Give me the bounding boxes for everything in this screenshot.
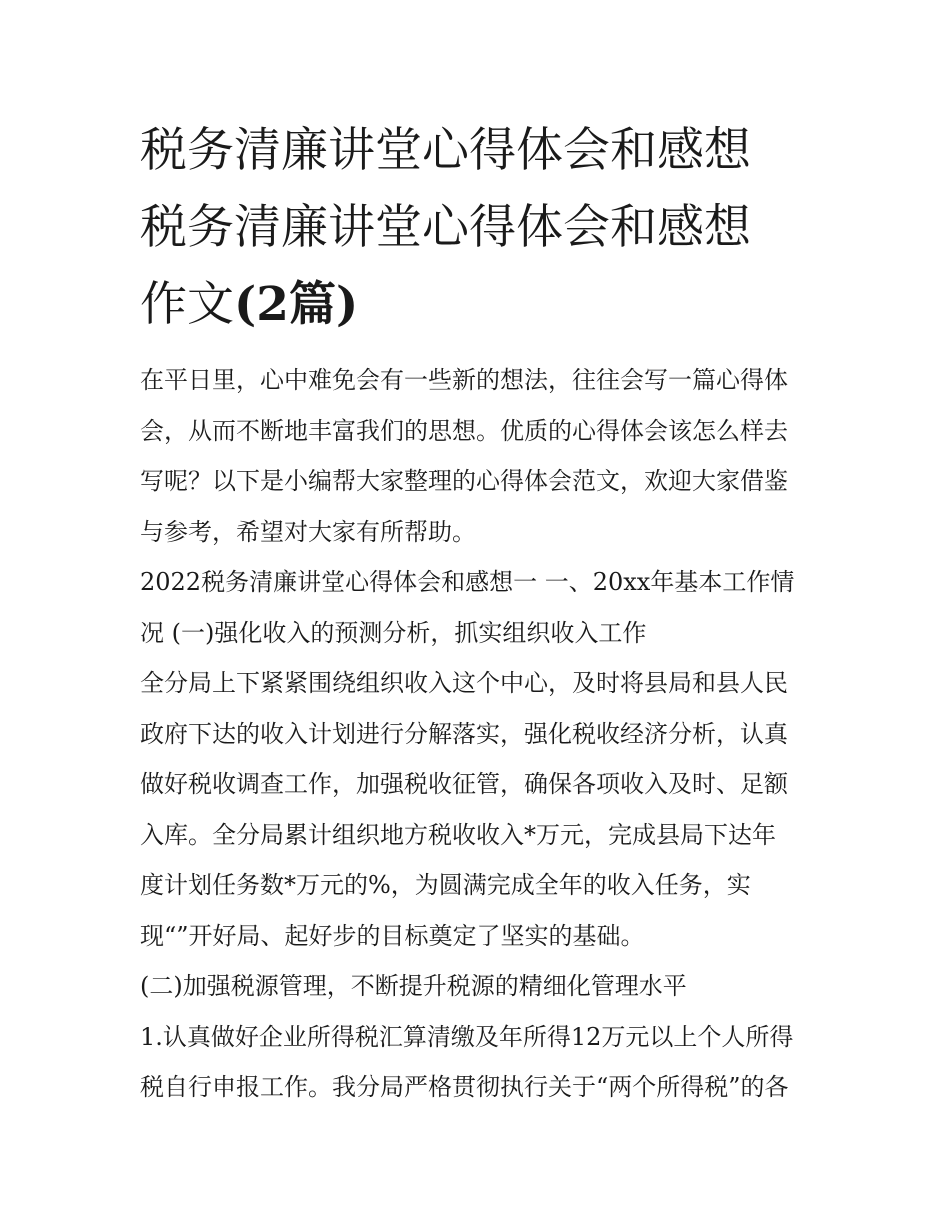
text-line: 在平日里，心中难免会有一些新的想法，往往会写一篇心得体: [140, 366, 788, 394]
paragraph-item-1: [140, 1012, 812, 1113]
document-page: [140, 112, 812, 1113]
title-line: 税务清廉讲堂心得体会和感想: [140, 123, 751, 178]
paragraph-income-work: [140, 658, 812, 961]
title-suffix: (2篇): [234, 277, 359, 332]
title-line-text: 作文: [140, 277, 234, 332]
text-line: 政府下达的收入计划进行分解落实，强化税收经济分析，认真: [140, 719, 788, 748]
text-line: 现“”开好局、起好步的目标奠定了坚实的基础。: [140, 921, 645, 950]
document-title: [140, 112, 812, 343]
text-line: 税自行申报工作。我分局严格贯彻执行关于“两个所得税”的各: [140, 1073, 789, 1101]
text-line: 全分局上下紧紧围绕组织收入这个中心，及时将县局和县人民: [140, 669, 788, 697]
text-line: 入库。全分局累计组织地方税收收入*万元，完成县局下达年: [140, 820, 776, 849]
text-line: 做好税收调查工作，加强税收征管，确保各项收入及时、足额: [140, 770, 788, 798]
text-line: 况 (一)强化收入的预测分析，抓实组织收入工作: [140, 618, 647, 647]
title-line: [140, 266, 812, 343]
text-line: 与参考，希望对大家有所帮助。: [140, 517, 476, 546]
paragraph-intro: [140, 355, 812, 557]
text-line: 写呢？以下是小编帮大家整理的心得体会范文，欢迎大家借鉴: [140, 467, 788, 495]
text-line: 1.认真做好企业所得税汇算清缴及年所得12万元以上个人所得: [140, 1022, 794, 1051]
paragraph-section-heading: [140, 557, 812, 658]
text-line: 会，从而不断地丰富我们的思想。优质的心得体会该怎么样去: [140, 416, 788, 445]
title-line: 税务清廉讲堂心得体会和感想: [140, 200, 751, 255]
text-line: (二)加强税源管理，不断提升税源的精细化管理水平: [140, 972, 687, 1000]
paragraph-subheading: [140, 961, 812, 1012]
text-line: 2022税务清廉讲堂心得体会和感想一 一、20xx年基本工作情: [140, 568, 795, 596]
document-body: [140, 355, 812, 1113]
text-line: 度计划任务数*万元的%，为圆满完成全年的收入任务，实: [140, 871, 751, 899]
